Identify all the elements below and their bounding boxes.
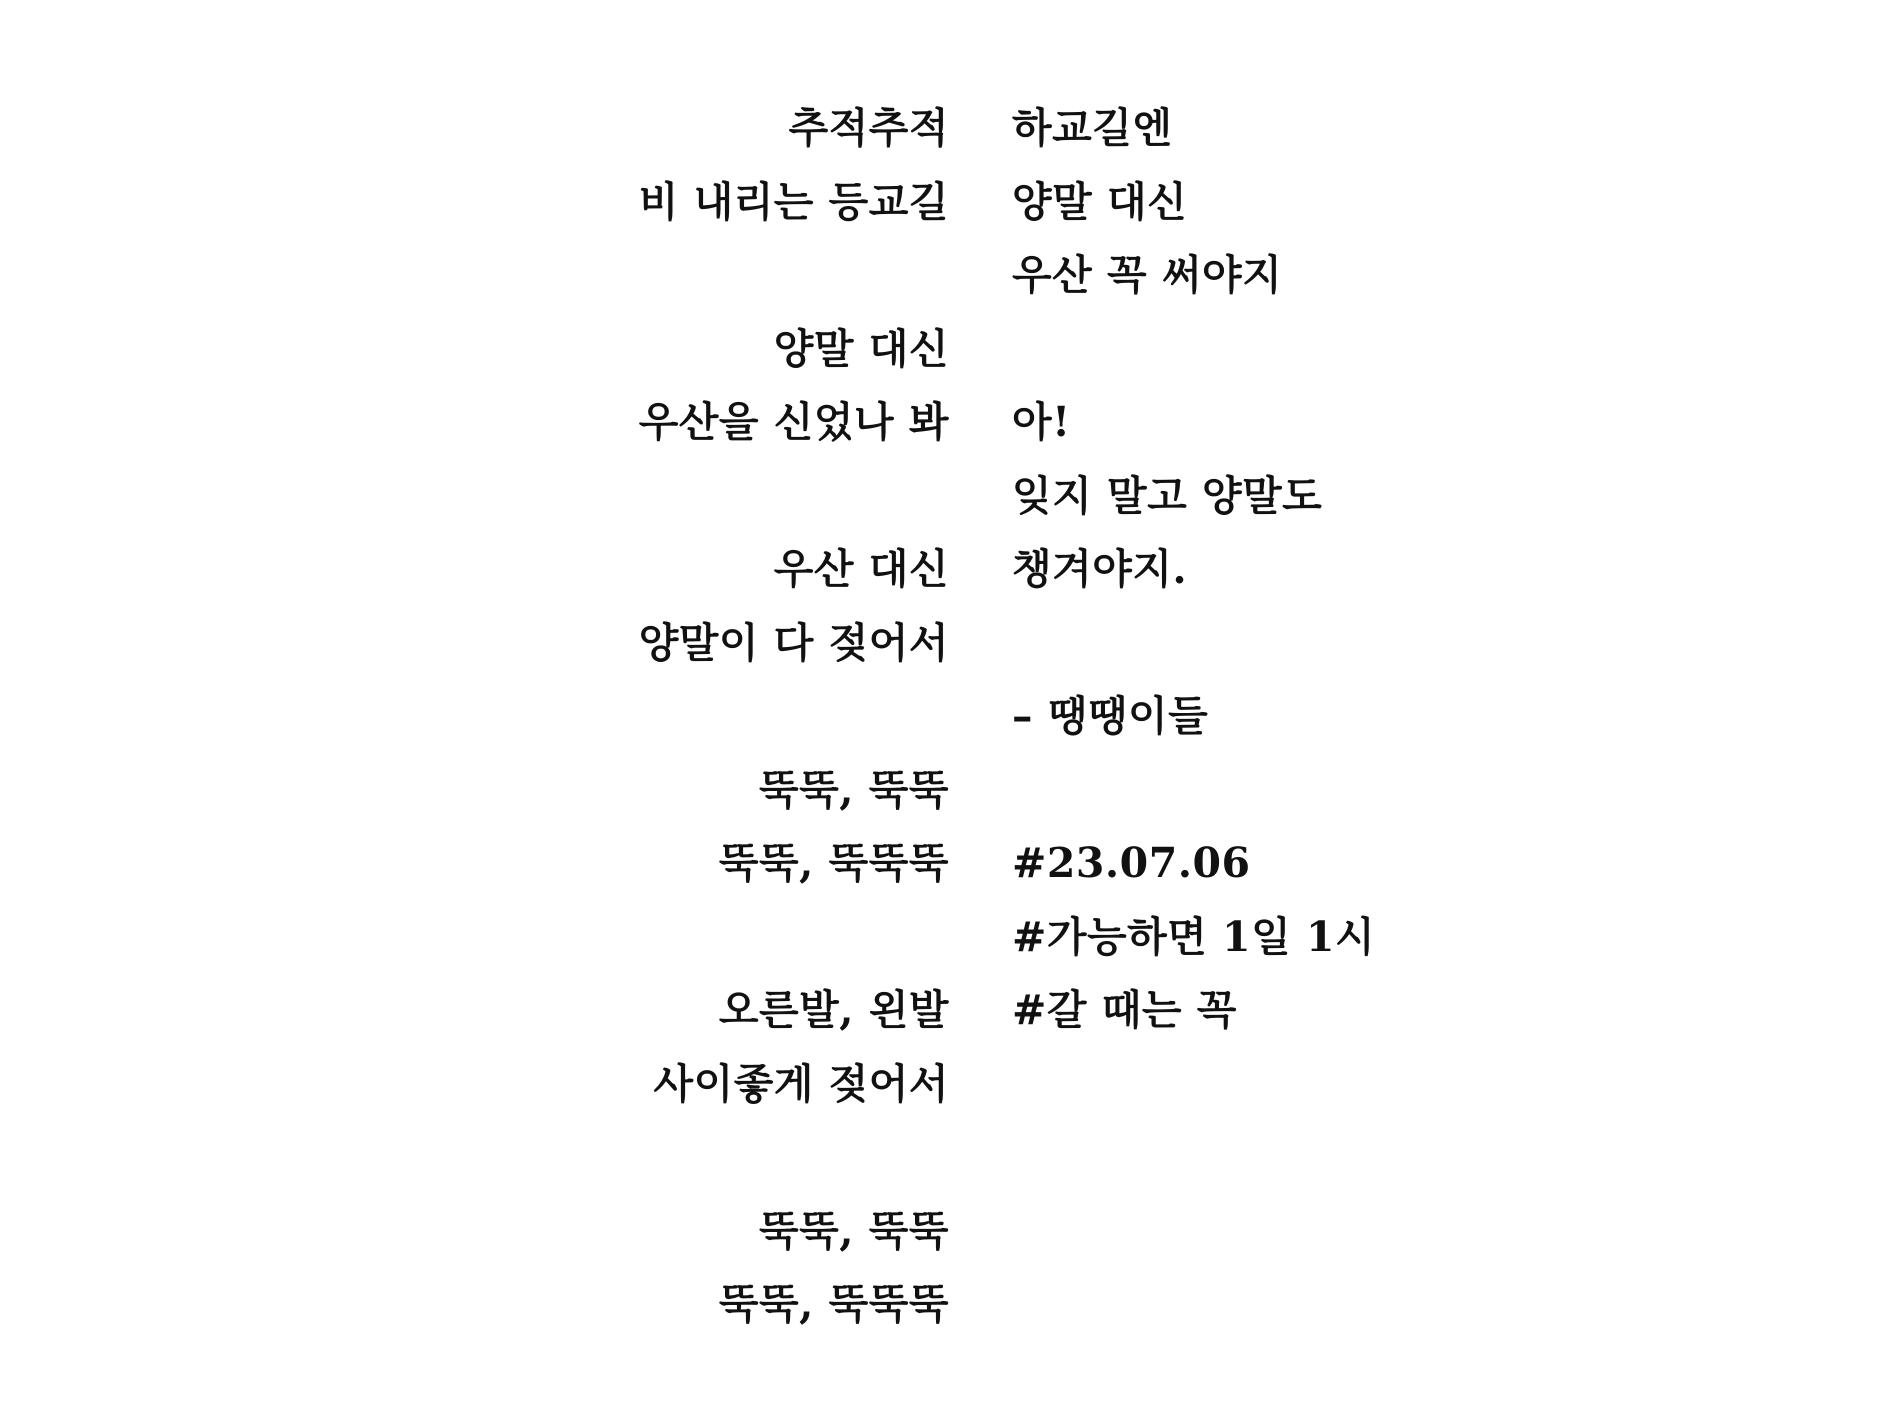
poem-line: 양말이 다 젖어서 xyxy=(638,618,949,667)
poem-line: 사이좋게 젖어서 xyxy=(653,1059,949,1108)
poem-line: 양말 대신 xyxy=(773,324,949,373)
poem-line xyxy=(1012,754,1375,828)
poem-line: 오른발, 왼발 xyxy=(718,986,949,1034)
hashtag: #가능하면 1일 1시 xyxy=(1012,912,1376,961)
poem-line: 뚝뚝, 뚝뚝 xyxy=(759,765,949,814)
poem-line: 뚝뚝, 뚝뚝뚝 xyxy=(718,839,949,887)
poem-line: 아! xyxy=(1012,398,1071,446)
poem-line: 양말 대신 xyxy=(1012,177,1188,226)
poem-line: 우산 꼭 써야지 xyxy=(1012,251,1283,299)
poem-line: 잊지 말고 양말도 xyxy=(1012,471,1323,520)
hashtag: #갈 때는 꼭 xyxy=(1012,986,1237,1034)
poem-right-column xyxy=(1012,92,1375,1048)
hashtag: #23.07.06 xyxy=(1012,839,1251,887)
poem-line xyxy=(639,901,949,975)
poem-line xyxy=(639,680,949,754)
poem-line: 하교길엔 xyxy=(1012,104,1173,152)
poem-left-column xyxy=(639,92,949,1342)
poem-line xyxy=(1012,607,1375,681)
poem-line: 우산을 신었나 봐 xyxy=(638,398,949,446)
poem-line: 우산 대신 xyxy=(773,545,949,593)
poem-line: 챙겨야지. xyxy=(1012,545,1188,593)
poem-signature: – 땡땡이들 xyxy=(1012,692,1209,740)
poem-line xyxy=(1012,313,1375,387)
poem-line xyxy=(639,239,949,313)
poem-line: 비 내리는 등교길 xyxy=(638,177,949,226)
poem-line: 뚝뚝, 뚝뚝뚝 xyxy=(718,1280,949,1328)
poem-line: 추적추적 xyxy=(788,104,949,152)
poem-line xyxy=(639,460,949,534)
poem-line: 뚝뚝, 뚝뚝 xyxy=(759,1206,949,1255)
poem-line xyxy=(639,1121,949,1195)
